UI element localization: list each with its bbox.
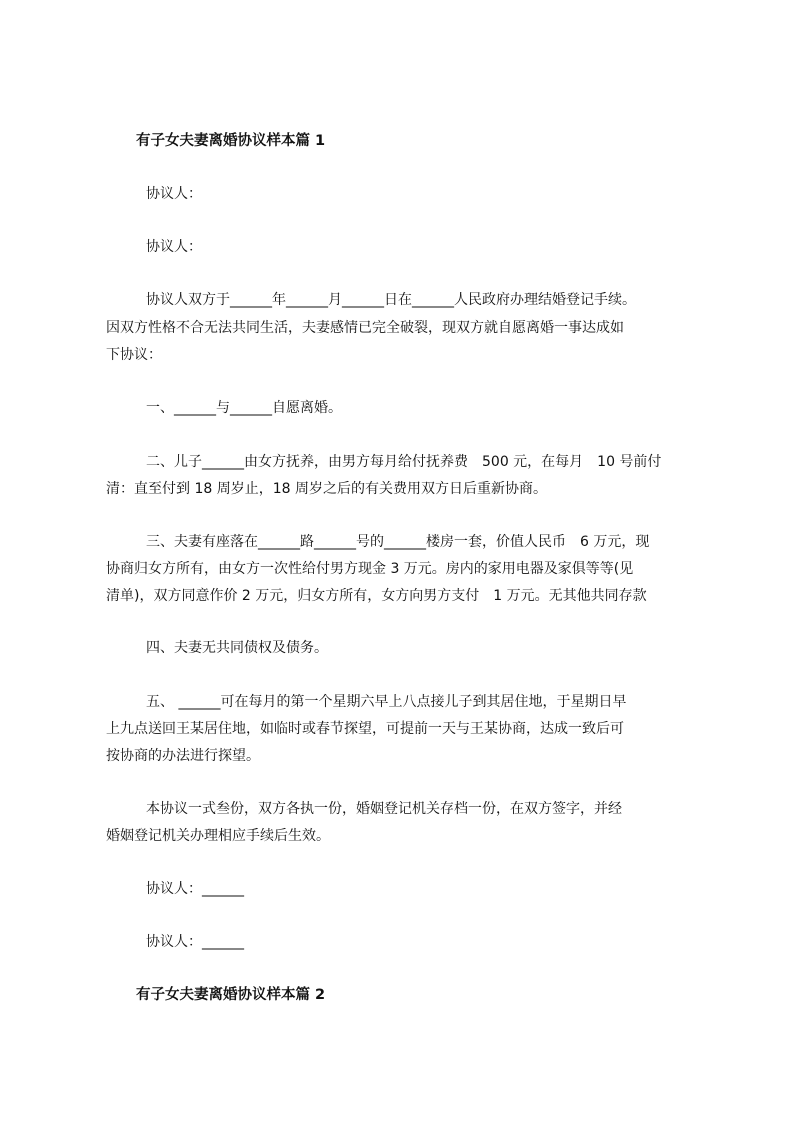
signature-line-a: 协议人：______ xyxy=(146,881,244,897)
paragraph-line: 本协议一式叁份，双方各执一份，婚姻登记机关存档一份，在双方签字，并经 xyxy=(146,801,622,817)
signature-line-b: 协议人：______ xyxy=(146,934,244,950)
paragraph-line: 清单)，双方同意作价 2 万元，归女方所有，女方向男方支付 1 万元。无其他共同存款 xyxy=(106,588,647,604)
clause-1: 一、______与______自愿离婚。 xyxy=(146,400,342,416)
paragraph-line: 清：直至付到 18 周岁止，18 周岁之后的有关费用双方日后重新协商。 xyxy=(106,481,547,497)
party-a-label: 协议人： xyxy=(146,186,202,202)
section-heading-2: 有子女夫妻离婚协议样本篇 2 xyxy=(136,987,326,1003)
paragraph-line: 协议人双方于______年______月______日在______人民政府办理结婚登记手续。 xyxy=(146,292,636,308)
party-b-label: 协议人： xyxy=(146,239,202,255)
paragraph-line: 三、夫妻有座落在______路______号的______楼房一套，价值人民币 6 万元，现 xyxy=(146,534,650,550)
paragraph-line: 婚姻登记机关办理相应手续后生效。 xyxy=(106,828,330,844)
paragraph-line: 上九点送回王某居住地，如临时或春节探望，可提前一天与王某协商，达成一致后可 xyxy=(106,721,624,737)
paragraph-line: 二、儿子______由女方抚养，由男方每月给付抚养费 500 元，在每月 10 号前付 xyxy=(146,454,662,470)
section-heading-1: 有子女夫妻离婚协议样本篇 1 xyxy=(136,133,326,149)
paragraph-line: 协商归女方所有，由女方一次性给付男方现金 3 万元。房内的家用电器及家俱等等(见 xyxy=(106,561,634,577)
paragraph-line: 下协议： xyxy=(106,347,162,363)
paragraph-line: 五、 ______可在每月的第一个星期六早上八点接儿子到其居住地，于星期日早 xyxy=(146,694,627,710)
clause-4: 四、夫妻无共同债权及债务。 xyxy=(146,640,328,656)
paragraph-line: 按协商的办法进行探望。 xyxy=(106,748,260,764)
paragraph-line: 因双方性格不合无法共同生活，夫妻感情已完全破裂，现双方就自愿离婚一事达成如 xyxy=(106,320,624,336)
